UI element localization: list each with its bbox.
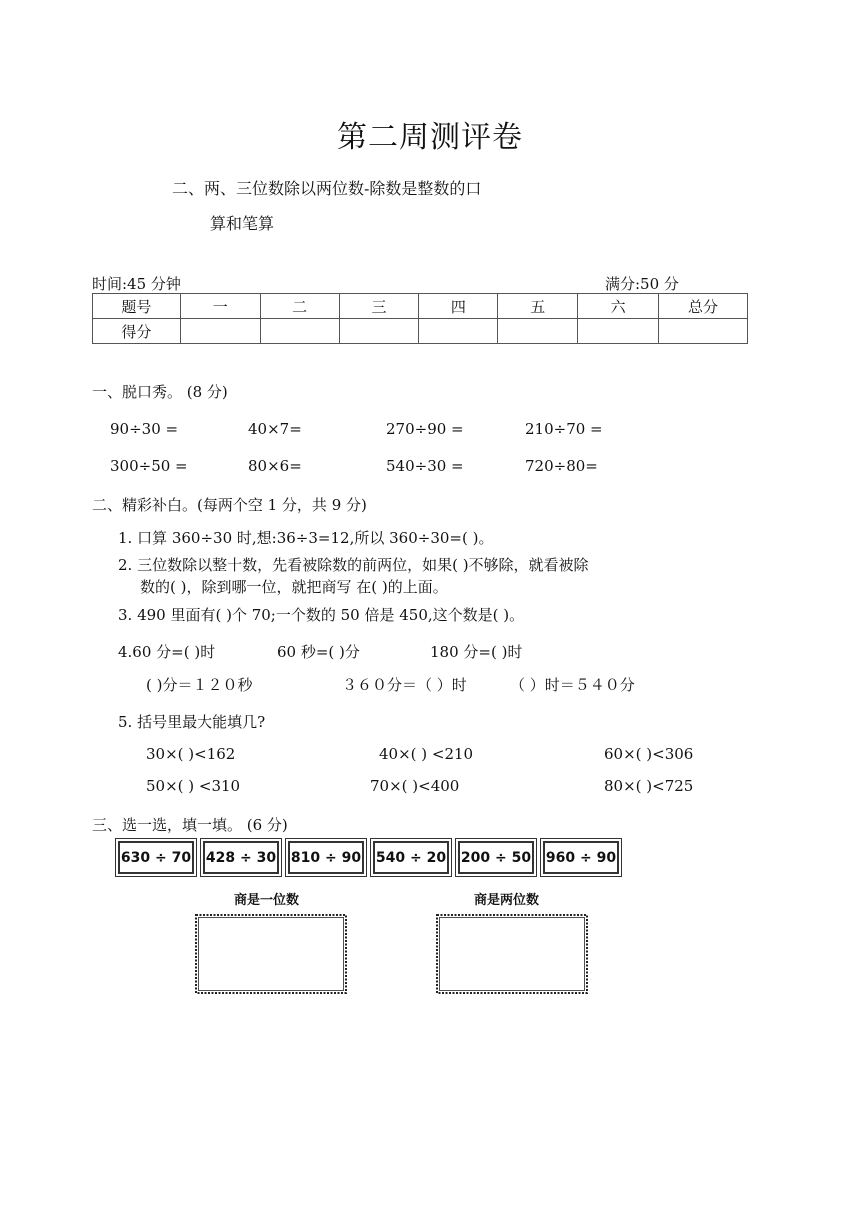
section-1-heading: 一、脱口秀。 (8 分) (92, 383, 228, 401)
score-table (92, 293, 748, 344)
score-header-cell: 五 (498, 294, 578, 319)
score-header-cell: 四 (419, 294, 498, 319)
oral-calc-item: 40×7= (248, 420, 302, 438)
score-header-cell: 三 (339, 294, 419, 319)
time-limit: 时间:45 分钟 (92, 275, 181, 293)
division-option-card[interactable]: 960 ÷ 90 (543, 841, 619, 874)
score-cell[interactable] (419, 319, 498, 344)
question-1: 1. 口算 360÷30 时,想:36÷3=12,所以 360÷30=( )。 (118, 529, 494, 547)
oral-calc-item: 300÷50 = (110, 457, 188, 475)
score-table-score-row (93, 319, 748, 344)
division-option-card[interactable]: 200 ÷ 50 (458, 841, 534, 874)
one-digit-quotient-frame[interactable] (193, 912, 349, 996)
subtitle-line-1: 二、两、三位数除以两位数-除数是整数的口 (172, 179, 482, 198)
question-5-item: 80×( )<725 (604, 777, 694, 795)
division-option-card[interactable]: 630 ÷ 70 (118, 841, 194, 874)
one-digit-quotient-label: 商是一位数 (234, 893, 300, 908)
score-header-cell: 二 (260, 294, 339, 319)
score-cell[interactable] (339, 319, 419, 344)
score-header-cell: 总分 (659, 294, 748, 319)
score-row-label: 得分 (93, 319, 181, 344)
score-cell[interactable] (180, 319, 260, 344)
oral-calc-item: 540÷30 = (386, 457, 464, 475)
score-cell[interactable] (578, 319, 659, 344)
question-2-line-1: 2. 三位数除以整十数，先看被除数的前两位，如果( )不够除，就看被除 (118, 556, 589, 574)
question-4-item: （ ）时＝５４０分 (510, 676, 635, 694)
score-cell[interactable] (260, 319, 339, 344)
oral-calc-item: 210÷70 = (525, 420, 603, 438)
question-3: 3. 490 里面有( )个 70;一个数的 50 倍是 450,这个数是( )。 (118, 606, 525, 624)
score-cell[interactable] (659, 319, 748, 344)
section-3-heading: 三、选一选，填一填。 (6 分) (92, 816, 288, 834)
oral-calc-item: 90÷30 = (110, 420, 179, 438)
oral-calc-item: 720÷80= (525, 457, 598, 475)
section-2-heading: 二、精彩补白。(每两个空 1 分，共 9 分) (92, 496, 367, 514)
question-2-line-2: 数的( )，除到哪一位，就把商写 在( )的上面。 (140, 578, 448, 596)
oral-calc-item: 270÷90 = (386, 420, 464, 438)
two-digit-quotient-label: 商是两位数 (474, 893, 540, 908)
division-option-card[interactable]: 810 ÷ 90 (288, 841, 364, 874)
division-option-card[interactable]: 540 ÷ 20 (373, 841, 449, 874)
question-4-item: ( )分＝１２０秒 (146, 676, 253, 694)
two-digit-quotient-frame[interactable] (434, 912, 590, 996)
question-5-item: 60×( )<306 (604, 745, 694, 763)
division-option-card[interactable]: 428 ÷ 30 (203, 841, 279, 874)
question-5-item: 70×( )<400 (370, 777, 460, 795)
score-table-header-row (93, 294, 748, 319)
oral-calc-item: 80×6= (248, 457, 302, 475)
question-5-item: 30×( )<162 (146, 745, 236, 763)
score-header-cell: 一 (180, 294, 260, 319)
question-5-item: 50×( ) <310 (146, 777, 241, 795)
subtitle-line-2: 算和笔算 (210, 214, 275, 233)
page-title: 第二周测评卷 (337, 120, 523, 155)
question-5: 5. 括号里最大能填几? (118, 713, 266, 731)
score-header-cell: 题号 (93, 294, 181, 319)
full-score: 满分:50 分 (605, 275, 679, 293)
score-cell[interactable] (498, 319, 578, 344)
score-header-cell: 六 (578, 294, 659, 319)
question-4-item: 4.60 分=( )时 (118, 643, 216, 661)
question-4-item: 180 分=( )时 (430, 643, 523, 661)
question-4-item: ３６０分＝（ ）时 (342, 676, 467, 694)
question-4-item: 60 秒=( )分 (277, 643, 360, 661)
question-5-item: 40×( ) <210 (379, 745, 474, 763)
